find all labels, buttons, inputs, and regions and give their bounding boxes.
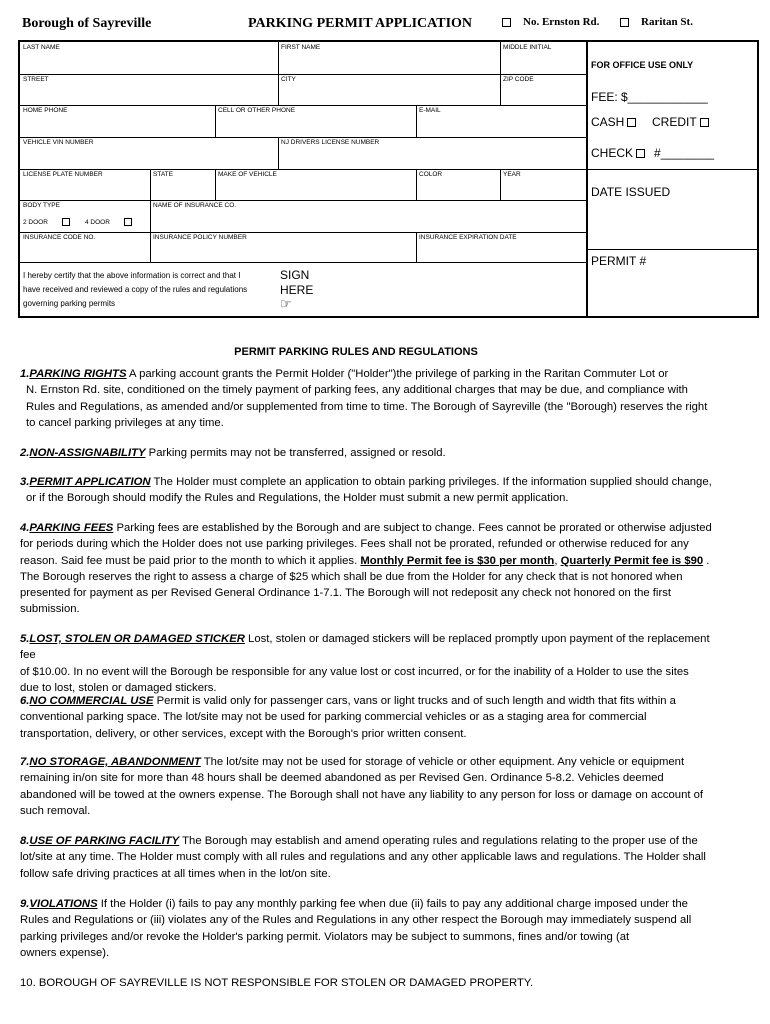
rule-text: , xyxy=(554,554,561,567)
rule-heading: VIOLATIONS xyxy=(29,898,98,910)
application-form xyxy=(18,40,759,318)
certify-line: governing parking permits xyxy=(23,299,116,308)
sign-here[interactable] xyxy=(280,268,313,311)
rule-no-commercial-use xyxy=(20,693,725,742)
two-door-label: 2 DOOR xyxy=(23,218,48,226)
quarterly-fee: Quarterly Permit fee is $90 xyxy=(560,554,704,567)
col-line xyxy=(500,169,501,200)
rule-text: The Borough may establish and amend operating rules and regulations relating to the proper use of the xyxy=(179,835,698,847)
option-ernston-label: No. Ernston Rd. xyxy=(523,16,600,28)
certification-text xyxy=(23,269,247,311)
street-label: STREET xyxy=(23,76,49,83)
rule-number: 3. xyxy=(20,476,30,488)
credit-label: CREDIT xyxy=(652,115,697,129)
rule-text: The Borough reserves the right to assess a charge of $25 which shall be due from the Holder for any check that is not honored when xyxy=(20,570,683,583)
office-line xyxy=(588,169,759,170)
office-use-title: FOR OFFICE USE ONLY xyxy=(591,60,694,70)
rule-text: parking privileges and/or revoke the Holder's parking permit. Violators may be subject to summons, fines and/or towing (at xyxy=(20,930,630,943)
certify-line: I hereby certify that the above information is correct and that I xyxy=(23,271,241,280)
rule-text: . xyxy=(703,554,710,567)
insurance-code-label: INSURANCE CODE NO. xyxy=(23,234,96,241)
body-type-label: BODY TYPE xyxy=(23,202,60,209)
rule-text: Parking fees are established by the Borough and are subject to change. Fees cannot be prorated or otherwise adjusted xyxy=(113,522,712,534)
rule-heading: USE OF PARKING FACILITY xyxy=(29,835,180,847)
rule-text: The lot/site may not be used for storage of vehicle or other equipment. Any vehicle or equipment xyxy=(200,756,685,768)
col-line xyxy=(416,232,417,262)
rule-text: due to lost, stolen or damaged stickers. xyxy=(20,681,217,694)
permit-number-label: PERMIT # xyxy=(591,254,647,268)
row-line xyxy=(20,105,586,106)
rule-number: 1. xyxy=(20,368,30,380)
date-issued-label: DATE ISSUED xyxy=(591,185,671,199)
city-label: CITY xyxy=(281,76,296,83)
row-line xyxy=(20,232,586,233)
make-label: MAKE OF VEHICLE xyxy=(218,171,277,178)
policy-number-label: INSURANCE POLICY NUMBER xyxy=(153,234,247,241)
rule-text: to cancel parking privileges at any time. xyxy=(26,416,224,429)
plate-label: LICENSE PLATE NUMBER xyxy=(23,171,103,178)
check-checkbox[interactable] xyxy=(636,149,645,158)
option-raritan-label: Raritan St. xyxy=(641,16,693,28)
col-line xyxy=(500,42,501,74)
last-name-label: LAST NAME xyxy=(23,44,60,51)
credit-checkbox[interactable] xyxy=(700,118,709,127)
row-line xyxy=(20,169,586,170)
credit-option[interactable] xyxy=(652,115,709,129)
here-text: HERE xyxy=(280,283,314,297)
rule-number: 6. xyxy=(20,695,30,707)
col-line xyxy=(278,137,279,169)
borough-name: Borough of Sayreville xyxy=(22,16,152,31)
col-line xyxy=(150,169,151,200)
rule-lost-stolen xyxy=(20,631,725,696)
rule-text: Lost, stolen or damaged stickers will be replaced promptly upon payment of the replacement fee xyxy=(20,633,710,662)
certify-line: have received and reviewed a copy of the rules and regulations xyxy=(23,285,248,294)
expiration-label: INSURANCE EXPIRATION DATE xyxy=(419,234,517,241)
two-door-option[interactable] xyxy=(23,218,70,226)
option-ernston[interactable] xyxy=(502,16,599,28)
rule-heading: PARKING FEES xyxy=(29,522,114,534)
four-door-label: 4 DOOR xyxy=(85,218,110,226)
office-divider xyxy=(586,42,588,318)
rule-not-responsible: 10. BOROUGH OF SAYREVILLE IS NOT RESPONSIBLE FOR STOLEN OR DAMAGED PROPERTY. xyxy=(20,977,534,989)
col-line xyxy=(416,169,417,200)
rule-heading: PERMIT APPLICATION xyxy=(29,476,151,488)
cash-option[interactable] xyxy=(591,115,636,129)
rule-number: 8. xyxy=(20,835,30,847)
rule-violations xyxy=(20,896,725,961)
state-label: STATE xyxy=(153,171,173,178)
rule-text: abandoned will be towed at the owners expense. The Borough shall not have any liability to any person for loss or damage on account of xyxy=(20,788,704,801)
col-line xyxy=(215,169,216,200)
rule-text: for periods during which the Holder does not use parking privileges. Fees shall not be prorated, refunded or otherwise reduced for any xyxy=(20,538,689,551)
row-line xyxy=(20,262,586,263)
rule-text: or if the Borough should modify the Rules and Regulations, the Holder must submit a new permit application. xyxy=(26,492,569,505)
rule-no-storage xyxy=(20,754,725,819)
rule-heading: LOST, STOLEN OR DAMAGED STICKER xyxy=(29,633,245,645)
option-raritan[interactable] xyxy=(620,16,693,28)
check-label: CHECK xyxy=(591,146,634,160)
insurance-co-label: NAME OF INSURANCE CO. xyxy=(153,202,237,209)
row-line xyxy=(20,137,586,138)
cash-checkbox[interactable] xyxy=(627,118,636,127)
rule-text: If the Holder (i) fails to pay any monthly parking fee when due (ii) fails to pay any additional charge imposed under the xyxy=(97,898,688,910)
rule-text: of $10.00. In no event will the Borough be responsible for any value lost or cost incurred, or for the inability of a Holder to use the sites xyxy=(20,665,689,678)
zip-label: ZIP CODE xyxy=(503,76,534,83)
four-door-option[interactable] xyxy=(85,218,132,226)
two-door-checkbox[interactable] xyxy=(62,218,70,226)
rule-use-of-facility xyxy=(20,833,725,882)
color-label: COLOR xyxy=(419,171,443,178)
rule-number: 2. xyxy=(20,447,30,459)
rule-number: 4. xyxy=(20,522,30,534)
check-number-field[interactable]: #________ xyxy=(654,146,715,160)
first-name-label: FIRST NAME xyxy=(281,44,321,51)
col-line xyxy=(278,74,279,105)
rule-heading: PARKING RIGHTS xyxy=(29,368,127,380)
rule-heading: NON-ASSIGNABILITY xyxy=(29,447,146,459)
rule-text: transportation, delivery, or other services, except with the Borough's prior written consent. xyxy=(20,727,467,740)
rule-permit-application xyxy=(20,474,725,507)
row-line xyxy=(20,74,586,75)
raritan-checkbox[interactable] xyxy=(620,18,629,27)
rule-text: lot/site at any time. The Holder must comply with all rules and regulations and any other applicable laws and regulations. The Holder shall xyxy=(20,851,706,864)
rule-text: remaining in/on site for more than 48 hours shall be deemed abandoned as per Revised Gen. Ordinance 5-8.2. Vehicles deemed xyxy=(20,772,664,785)
rule-text: N. Ernston Rd. site, conditioned on the timely payment of parking fees, any additional charges that may be due, and compliance with xyxy=(26,384,688,397)
rule-text: Parking permits may not be transferred, assigned or resold. xyxy=(145,447,446,459)
rule-text: owners expense). xyxy=(20,946,110,959)
rule-text: reason. Said fee must be paid prior to the month to which it applies. xyxy=(20,554,361,567)
form-title: PARKING PERMIT APPLICATION xyxy=(248,16,473,31)
ernston-checkbox[interactable] xyxy=(502,18,511,27)
cell-phone-label: CELL OR OTHER PHONE xyxy=(218,107,296,114)
rule-text: conventional parking space. The lot/site may not be used for parking commercial vehicles or as a staging area for commercial xyxy=(20,711,647,724)
rule-text: presented for payment as per Revised General Ordinance 1-7.1. The Borough will not redeposit any check not honored on the first xyxy=(20,587,671,600)
pointing-hand-icon: ☞ xyxy=(280,297,292,312)
row-line xyxy=(20,200,586,201)
rule-text: A parking account grants the Permit Holder ("Holder")the privilege of parking in the Raritan Commuter Lot or xyxy=(126,368,669,380)
middle-initial-label: MIDDLE INITIAL xyxy=(503,44,552,51)
four-door-checkbox[interactable] xyxy=(124,218,132,226)
rule-text: submission. xyxy=(20,603,80,616)
rule-text: follow safe driving practices at all times when in the lot/on site. xyxy=(20,867,331,880)
license-label: NJ DRIVERS LICENSE NUMBER xyxy=(281,139,380,146)
col-line xyxy=(500,74,501,105)
col-line xyxy=(150,200,151,232)
col-line xyxy=(416,105,417,137)
rule-text: Rules and Regulations or (iii) violates any of the Rules and Regulations in any other respect the Borough may immediately suspend all xyxy=(20,914,692,927)
email-label: E-MAIL xyxy=(419,107,441,114)
rule-heading: NO STORAGE, ABANDONMENT xyxy=(29,756,201,768)
rule-heading: NO COMMERCIAL USE xyxy=(29,695,154,707)
rule-number: 7. xyxy=(20,756,30,768)
rule-number: 5. xyxy=(20,633,30,645)
rule-number: 9. xyxy=(20,898,30,910)
col-line xyxy=(215,105,216,137)
monthly-fee: Monthly Permit fee is $30 per month xyxy=(360,554,555,567)
rule-text: The Holder must complete an application to obtain parking privileges. If the information supplied should change, xyxy=(150,476,712,488)
check-option[interactable] xyxy=(591,146,714,160)
rule-parking-fees xyxy=(20,520,725,618)
fee-field[interactable]: FEE: $____________ xyxy=(591,90,708,104)
vin-label: VEHICLE VIN NUMBER xyxy=(23,139,94,146)
office-line xyxy=(588,249,759,250)
cash-label: CASH xyxy=(591,115,625,129)
sign-text: SIGN xyxy=(280,268,310,282)
rule-non-assignability xyxy=(20,445,725,461)
col-line xyxy=(278,42,279,74)
rule-text: Permit is valid only for passenger cars, vans or light trucks and of such length and width that fits within a xyxy=(153,695,676,707)
rule-parking-rights xyxy=(20,366,725,431)
rule-text: Rules and Regulations, as amended and/or supplemented from time to time. The Borough of Sayreville (the "Borough) reserves the right xyxy=(26,400,708,413)
rules-title: PERMIT PARKING RULES AND REGULATIONS xyxy=(234,346,478,358)
home-phone-label: HOME PHONE xyxy=(23,107,68,114)
col-line xyxy=(150,232,151,262)
year-label: YEAR xyxy=(503,171,521,178)
rule-text: such removal. xyxy=(20,804,91,817)
